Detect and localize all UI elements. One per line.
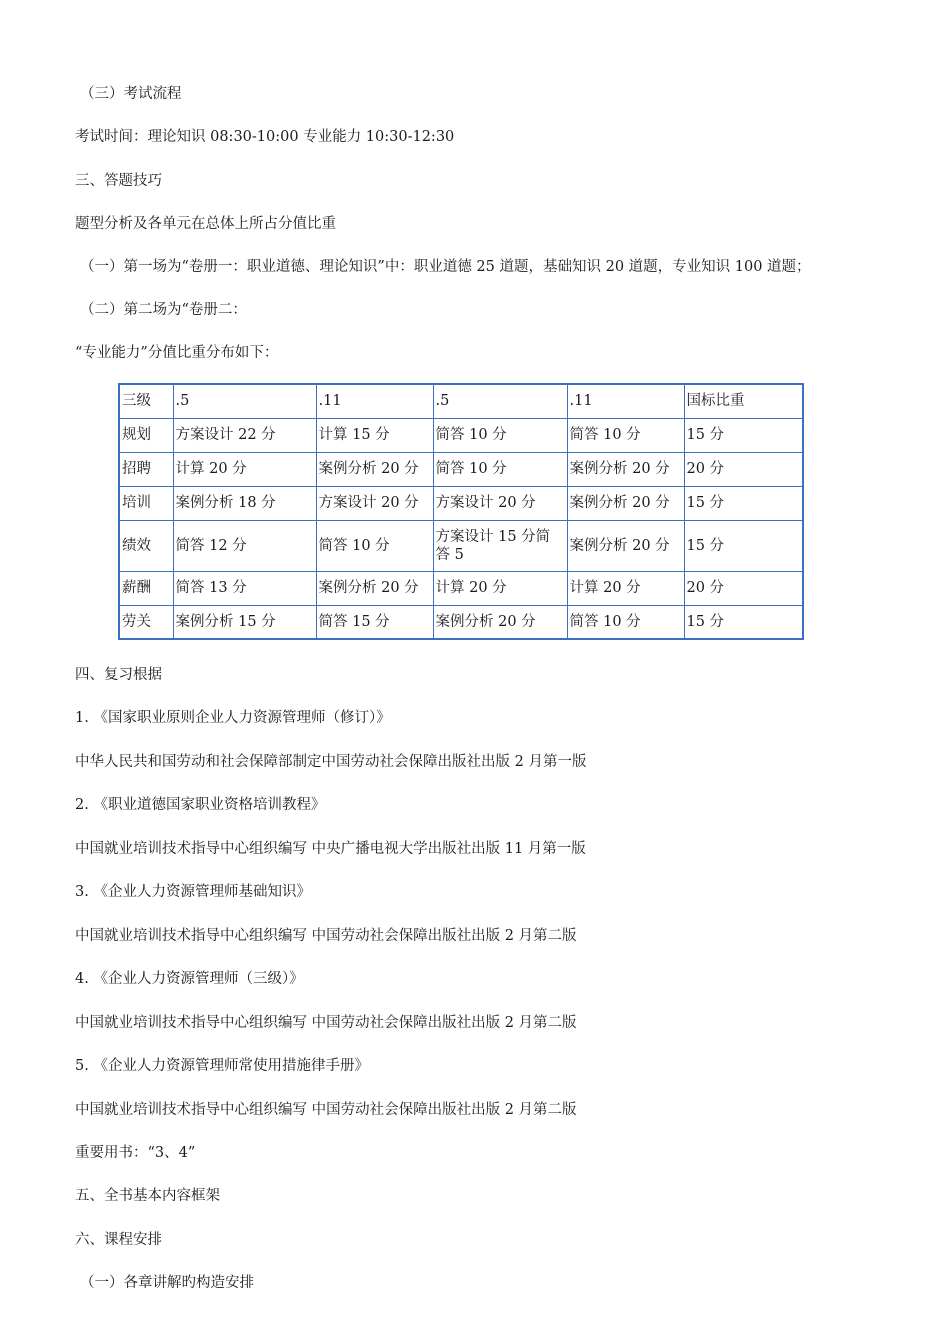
- table-cell: 案例分析 18 分: [173, 486, 316, 520]
- table-cell: 简答 10 分: [433, 418, 567, 452]
- reference-4-title: 4. 《企业人力资源管理师（三级）》: [75, 971, 304, 987]
- table-cell: 20 分: [684, 571, 803, 605]
- table-cell: 案例分析 20 分: [567, 520, 684, 571]
- table-row: [119, 418, 803, 452]
- table-cell: 计算 20 分: [567, 571, 684, 605]
- key-books-text: 重要用书：“3、4”: [75, 1145, 196, 1161]
- table-cell: 计算 20 分: [173, 452, 316, 486]
- session-one-text: （一）第一场为“卷册一：职业道德、理论知识”中：职业道德 25 道题，基础知识 20 道题，专业知识 100 道题；: [80, 259, 811, 275]
- table-cell: 方案设计 20 分: [433, 486, 567, 520]
- table-header-cell: .11: [316, 384, 433, 418]
- table-row: [119, 571, 803, 605]
- reference-4-publisher: 中国就业培训技术指导中心组织编写 中国劳动社会保障出版社出版 2 月第二版: [75, 1015, 577, 1031]
- table-cell: 20 分: [684, 452, 803, 486]
- table-cell: 规划: [119, 418, 173, 452]
- table-cell: 简答 10 分: [316, 520, 433, 571]
- reference-1-publisher: 中华人民共和国劳动和社会保障部制定中国劳动社会保障出版社出版 2 月第一版: [75, 754, 587, 770]
- table-cell: 案例分析 20 分: [567, 452, 684, 486]
- table-cell: 案例分析 20 分: [433, 605, 567, 639]
- table-cell: 方案设计 15 分简答 5: [433, 520, 567, 571]
- table-row: [119, 486, 803, 520]
- table-cell: 劳关: [119, 605, 173, 639]
- table-cell: 案例分析 15 分: [173, 605, 316, 639]
- table-cell: 招聘: [119, 452, 173, 486]
- table-row: [119, 452, 803, 486]
- table-cell: 绩效: [119, 520, 173, 571]
- table-row: [119, 605, 803, 639]
- score-distribution-table: [118, 383, 804, 640]
- table-header-row: [119, 384, 803, 418]
- table-header-cell: .11: [567, 384, 684, 418]
- table-cell: 简答 15 分: [316, 605, 433, 639]
- table-header-cell: 三级: [119, 384, 173, 418]
- reference-2-title: 2. 《职业道德国家职业资格培训教程》: [75, 797, 326, 813]
- table-cell: 计算 15 分: [316, 418, 433, 452]
- table-cell: 案例分析 20 分: [567, 486, 684, 520]
- table-cell: 简答 13 分: [173, 571, 316, 605]
- chapter-structure-text: （一）各章讲解旳构造安排: [80, 1275, 254, 1291]
- table-cell: 简答 10 分: [567, 418, 684, 452]
- exam-time-text: 考试时间：理论知识 08:30-10:00 专业能力 10:30-12:30: [75, 129, 455, 145]
- table-header-cell: 国标比重: [684, 384, 803, 418]
- table-cell: 方案设计 20 分: [316, 486, 433, 520]
- heading-exam-process: （三）考试流程: [80, 86, 182, 102]
- table-cell: 培训: [119, 486, 173, 520]
- table-header-cell: .5: [173, 384, 316, 418]
- table-cell: 薪酬: [119, 571, 173, 605]
- table-cell: 15 分: [684, 486, 803, 520]
- table-cell: 15 分: [684, 605, 803, 639]
- table-cell: 15 分: [684, 520, 803, 571]
- reference-5-title: 5. 《企业人力资源管理师常使用措施律手册》: [75, 1058, 369, 1074]
- heading-content-framework: 五、全书基本内容框架: [75, 1188, 220, 1204]
- table-cell: 案例分析 20 分: [316, 571, 433, 605]
- table-row: [119, 520, 803, 571]
- heading-course-schedule: 六、课程安排: [75, 1232, 162, 1248]
- table-cell: 简答 10 分: [433, 452, 567, 486]
- table-cell: 计算 20 分: [433, 571, 567, 605]
- heading-answer-tips: 三、答题技巧: [75, 173, 162, 189]
- table-cell: 15 分: [684, 418, 803, 452]
- reference-5-publisher: 中国就业培训技术指导中心组织编写 中国劳动社会保障出版社出版 2 月第二版: [75, 1102, 577, 1118]
- reference-1-title: 1. 《国家职业原则企业人力资源管理师（修订）》: [75, 710, 391, 726]
- table-cell: 案例分析 20 分: [316, 452, 433, 486]
- table-cell: 简答 12 分: [173, 520, 316, 571]
- table-header-cell: .5: [433, 384, 567, 418]
- table-cell: 方案设计 22 分: [173, 418, 316, 452]
- question-analysis-text: 题型分析及各单元在总体上所占分值比重: [75, 216, 336, 232]
- heading-review-basis: 四、复习根据: [75, 667, 162, 683]
- score-distribution-intro: “专业能力”分值比重分布如下：: [75, 345, 279, 361]
- session-two-text: （二）第二场为“卷册二：: [80, 302, 247, 318]
- reference-3-publisher: 中国就业培训技术指导中心组织编写 中国劳动社会保障出版社出版 2 月第二版: [75, 928, 577, 944]
- reference-2-publisher: 中国就业培训技术指导中心组织编写 中央广播电视大学出版社出版 11 月第一版: [75, 841, 586, 857]
- reference-3-title: 3. 《企业人力资源管理师基础知识》: [75, 884, 311, 900]
- table-cell: 简答 10 分: [567, 605, 684, 639]
